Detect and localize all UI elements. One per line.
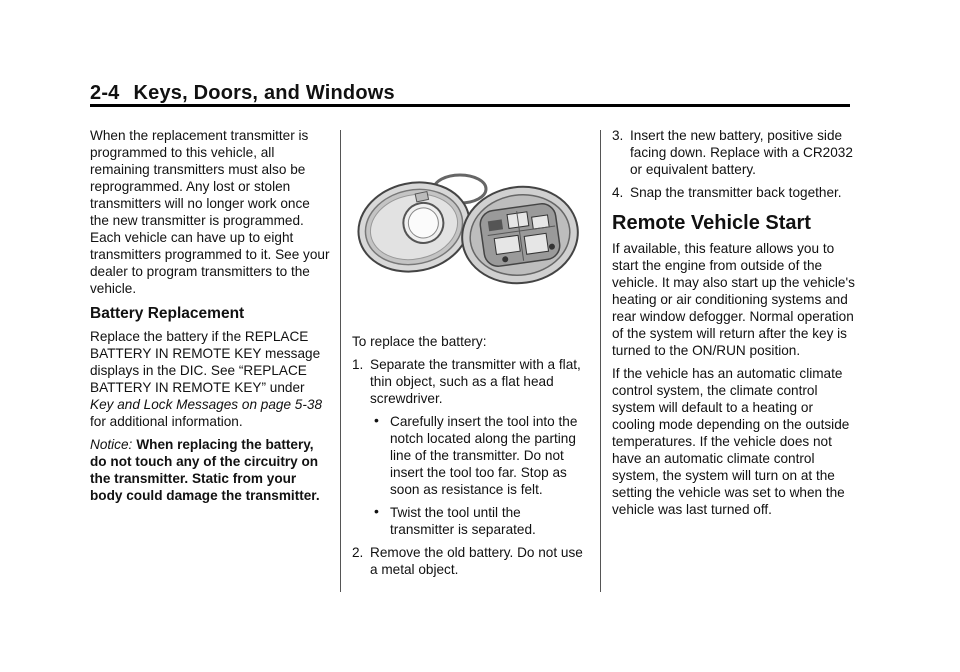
notice-text: When replacing the battery, do not touch any of the circuitry on the transmitter. Static from your body could damage the transmitter. — [90, 437, 320, 503]
notice-label: Notice: — [90, 437, 133, 452]
bullet-item-2 — [352, 504, 588, 538]
column-divider-2 — [600, 130, 601, 592]
step-4-number: 4. — [612, 185, 624, 200]
page-number: 2-4 — [90, 82, 120, 104]
column-divider-1 — [340, 130, 341, 592]
bullet-2-text: Twist the tool until the transmitter is separated. — [390, 505, 536, 537]
column-2 — [352, 127, 588, 584]
step-3-number: 3. — [612, 128, 624, 143]
transmitter-battery-icon — [352, 127, 588, 327]
paragraph-climate-control: If the vehicle has an automatic climate control system, the climate control system will default to a heating or cooling mode depending on the outside temperatures. If the vehicle does not have an automatic climate control system, the system will turn on at the setting the vehicle was set to when the vehicle was last turned off. — [612, 366, 850, 517]
heading-remote-vehicle-start: Remote Vehicle Start — [612, 212, 811, 234]
step-1-number: 1. — [352, 357, 364, 372]
paragraph-remote-start: If available, this feature allows you to start the engine from outside of the vehicle. It may also start up the vehicle's heating or air conditioning systems and rear window defogger. Normal operation of the system will return after the key is turned to the ON/RUN position. — [612, 241, 855, 358]
step-3 — [612, 127, 858, 178]
step-1-text: Separate the transmitter with a flat, thin object, such as a flat head screwdriver. — [370, 357, 581, 406]
step-1 — [352, 356, 588, 407]
paragraph-replace-battery: Replace the battery if the REPLACE BATTERY IN REMOTE KEY message displays in the DIC. See “REPLACE BATTERY IN REMOTE KEY” under Key and Lock Messages on page 5-38 for additional information. — [90, 329, 323, 429]
step-4 — [612, 184, 858, 201]
step-2-text: Remove the old battery. Do not use a metal object. — [370, 545, 583, 577]
paragraph-reprogramming: When the replacement transmitter is programmed to this vehicle, all remaining transmitters must also be reprogrammed. Any lost or stolen transmitters will no longer work once the new transmitter is programmed. Each vehicle can have up to eight transmitters programmed to it. See your dealer to program transmitters to the vehicle. — [90, 128, 330, 296]
bullet-icon: • — [374, 503, 379, 519]
step-2 — [352, 544, 588, 578]
column-3 — [612, 127, 858, 524]
bullet-item-1 — [352, 413, 588, 498]
section-title: Keys, Doors, and Windows — [133, 82, 395, 104]
heading-battery-replacement: Battery Replacement — [90, 305, 245, 322]
bullet-icon: • — [374, 412, 379, 428]
header-rule — [90, 104, 850, 107]
step-2-number: 2. — [352, 545, 364, 560]
step-4-text: Snap the transmitter back together. — [630, 185, 842, 200]
transmitter-illustration — [352, 127, 588, 327]
cross-reference-link[interactable]: Key and Lock Messages on page 5-38 — [90, 397, 323, 412]
column-1 — [90, 127, 330, 510]
notice-paragraph — [90, 436, 330, 504]
intro-replace-battery: To replace the battery: — [352, 334, 487, 349]
page-header — [90, 82, 395, 105]
bullet-1-text: Carefully insert the tool into the notch located along the parting line of the transmitter. Do not insert the tool too far. Stop as soon as resistance is felt. — [390, 414, 578, 497]
step-3-text: Insert the new battery, positive side facing down. Replace with a CR2032 or equivalent battery. — [630, 128, 853, 177]
